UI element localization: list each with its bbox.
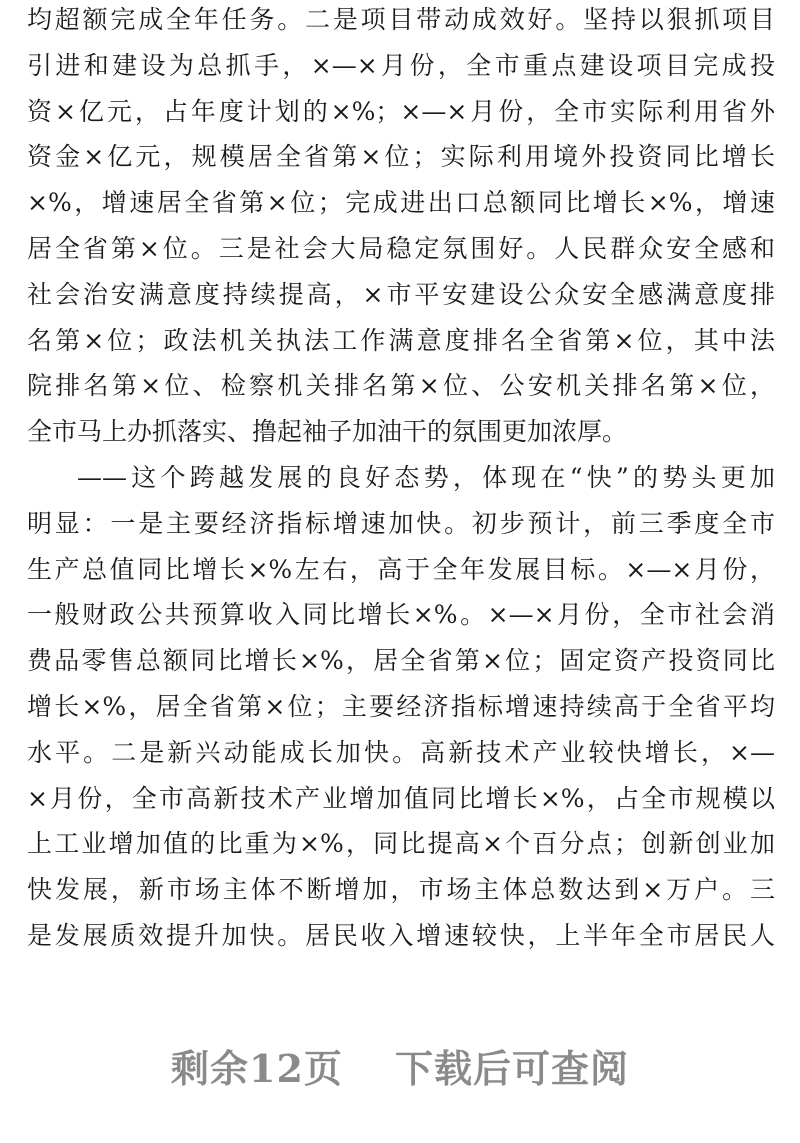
document-body [27,0,775,959]
text-line: 名第×位；政法机关执法工作满意度排名全省第×位，其中法 [27,325,775,355]
remaining-pages-banner[interactable] [0,1038,800,1093]
text-line: 全市马上办抓落实、撸起袖子加油干的氛围更加浓厚。 [27,417,628,447]
text-line: 居全省第×位。三是社会大局稳定氛围好。人民群众安全感和 [27,233,775,263]
text-line: ×月份，全市高新技术产业增加值同比增长×%，占全市规模以 [27,783,775,813]
remaining-pages-label: 剩余12页 [171,1046,343,1091]
paragraph-1 [27,0,775,455]
text-line: 是发展质效提升加快。居民收入增速较快，上半年全市居民人 [27,920,775,950]
text-line: 费品零售总额同比增长×%，居全省第×位；固定资产投资同比 [27,646,775,676]
text-line: 社会治安满意度持续提高，×市平安建设公众安全感满意度排 [27,279,775,309]
download-hint-label: 下载后可查阅 [394,1046,629,1091]
text-line: 资金×亿元，规模居全省第×位；实际利用境外投资同比增长 [27,142,775,172]
paragraph-2 [27,455,775,959]
text-line: 明显：一是主要经济指标增速加快。初步预计，前三季度全市 [27,508,775,538]
text-line: 均超额完成全年任务。二是项目带动成效好。坚持以狠抓项目 [27,5,775,34]
text-line: ——这个跨越发展的良好态势，体现在“快”的势头更加 [77,462,775,492]
text-line: 院排名第×位、检察机关排名第×位、公安机关排名第×位， [27,371,775,401]
text-line: 快发展，新市场主体不断增加，市场主体总数达到×万户。三 [27,875,775,905]
text-line: 生产总值同比增长×%左右，高于全年发展目标。×—×月份， [27,554,775,584]
text-line: 增长×%，居全省第×位；主要经济指标增速持续高于全省平均 [27,691,775,721]
text-line: ×%，增速居全省第×位；完成进出口总额同比增长×%，增速 [27,188,775,218]
text-line: 资×亿元，占年度计划的×%；×—×月份，全市实际利用省外 [27,96,775,126]
text-line: 一般财政公共预算收入同比增长×%。×—×月份，全市社会消 [27,600,775,630]
text-line: 引进和建设为总抓手，×—×月份，全市重点建设项目完成投 [27,50,775,80]
text-line: 上工业增加值的比重为×%，同比提高×个百分点；创新创业加 [27,829,775,859]
text-line: 水平。二是新兴动能成长加快。高新技术产业较快增长，×— [27,737,775,767]
